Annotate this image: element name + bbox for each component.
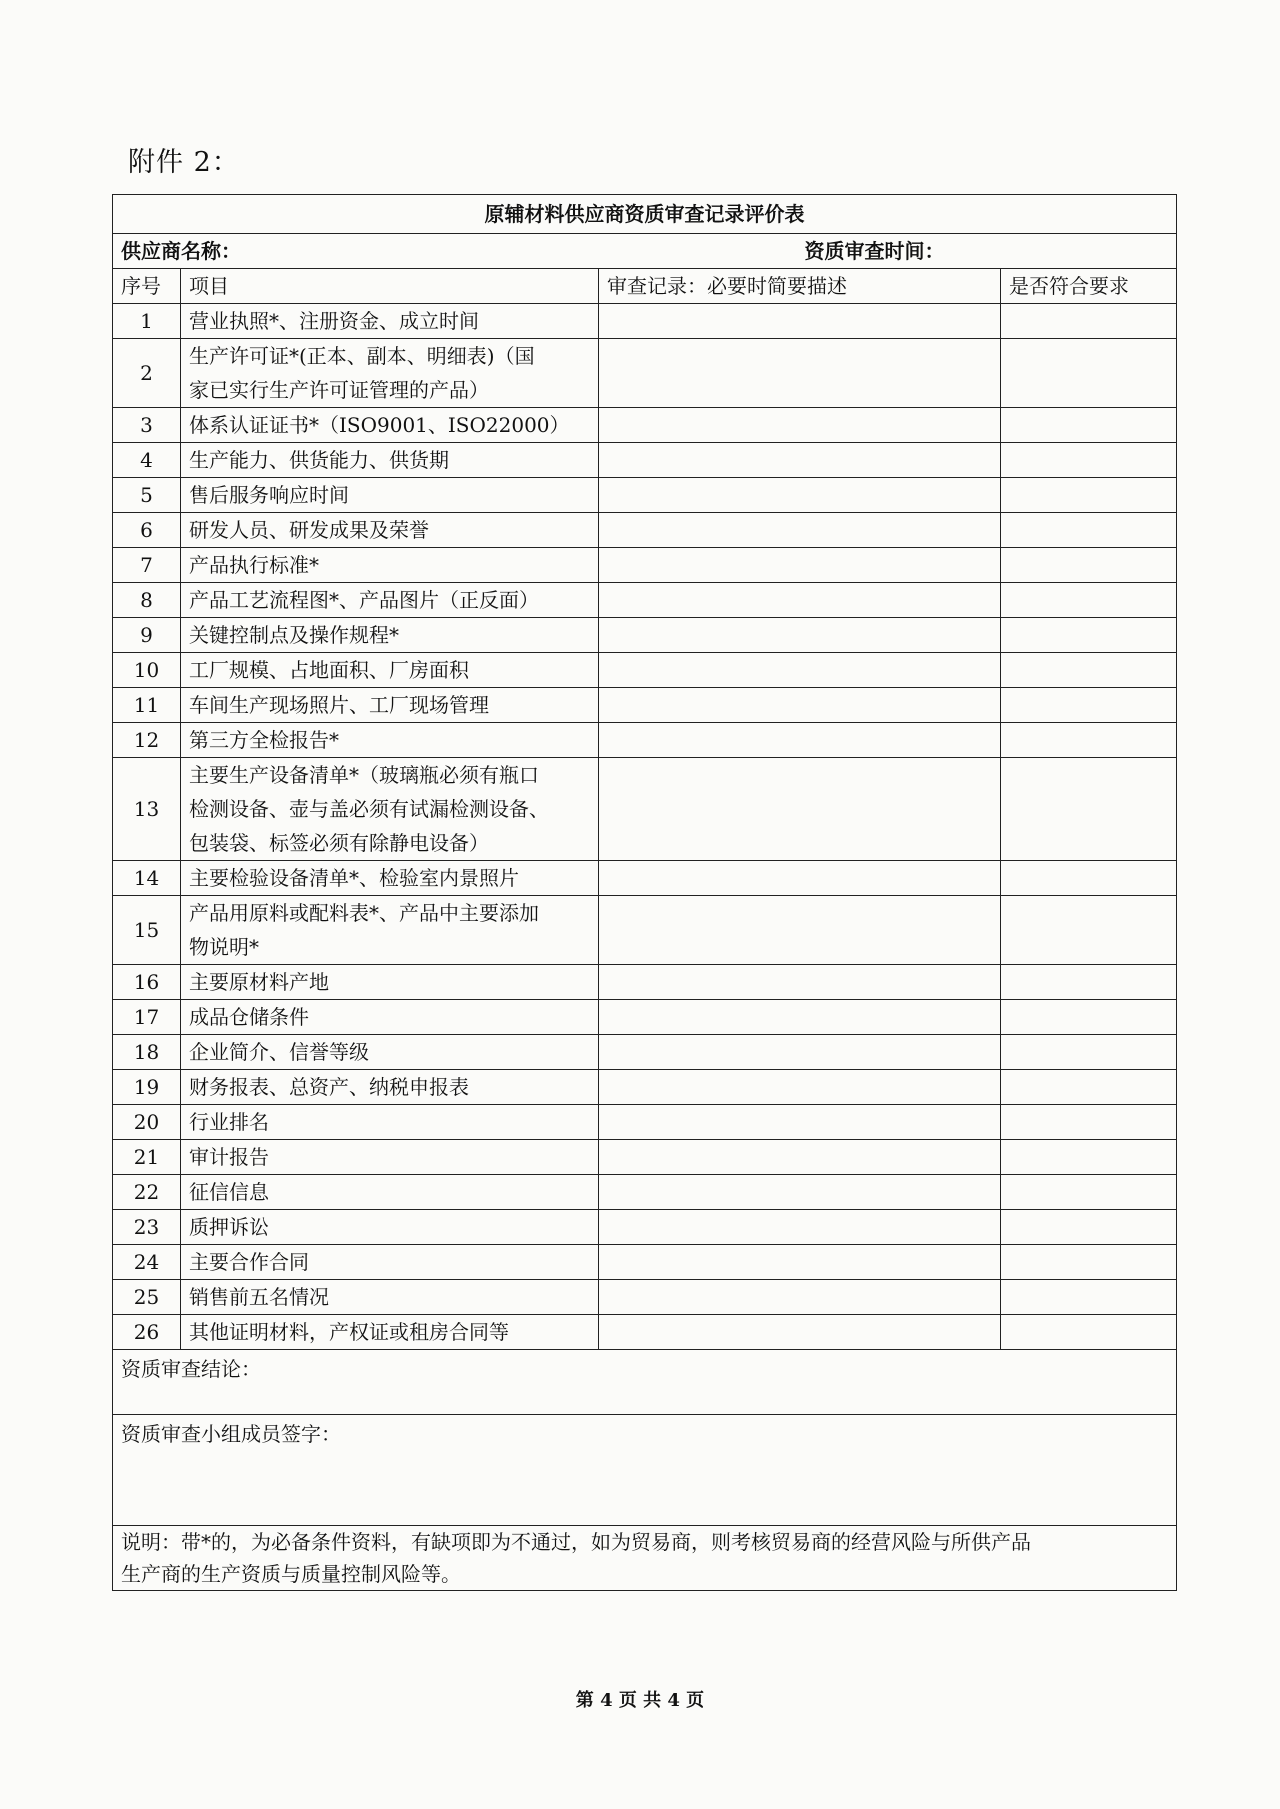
row-item [181, 618, 599, 653]
row-number: 16 [113, 965, 181, 1000]
row-record-field[interactable] [599, 861, 1001, 896]
table-row [113, 548, 1177, 583]
signature-field[interactable] [113, 1415, 1177, 1526]
row-item-line: 其他证明材料，产权证或租房合同等 [189, 1320, 509, 1344]
row-number: 18 [113, 1035, 181, 1070]
table-row [113, 723, 1177, 758]
row-compliance-field[interactable] [1001, 1000, 1177, 1035]
table-row [113, 861, 1177, 896]
table-row [113, 688, 1177, 723]
table-row [113, 583, 1177, 618]
row-number: 3 [113, 408, 181, 443]
row-number: 1 [113, 304, 181, 339]
row-record-field[interactable] [599, 653, 1001, 688]
row-item-line: 主要原材料产地 [189, 970, 329, 994]
row-number: 22 [113, 1175, 181, 1210]
row-item [181, 1140, 599, 1175]
row-record-field[interactable] [599, 408, 1001, 443]
row-compliance-field[interactable] [1001, 1280, 1177, 1315]
row-compliance-field[interactable] [1001, 548, 1177, 583]
table-row [113, 618, 1177, 653]
row-number: 15 [113, 896, 181, 965]
row-item [181, 443, 599, 478]
table-row [113, 408, 1177, 443]
row-item-line: 关键控制点及操作规程* [189, 623, 399, 647]
table-row [113, 1280, 1177, 1315]
row-item-line: 检测设备、壶与盖必须有试漏检测设备、 [189, 797, 549, 821]
row-compliance-field[interactable] [1001, 583, 1177, 618]
col-header-item: 项目 [181, 269, 599, 304]
page-footer: 第 4 页 共 4 页 [575, 1690, 705, 1711]
row-record-field[interactable] [599, 688, 1001, 723]
table-row [113, 1000, 1177, 1035]
row-record-field[interactable] [599, 443, 1001, 478]
row-item-line: 车间生产现场照片、工厂现场管理 [189, 693, 489, 717]
row-item-line: 产品执行标准* [189, 553, 319, 577]
row-number: 5 [113, 478, 181, 513]
audit-time-label: 资质审查时间： [804, 239, 945, 263]
row-compliance-field[interactable] [1001, 653, 1177, 688]
table-row [113, 965, 1177, 1000]
row-item-line: 物说明* [189, 935, 259, 959]
row-item [181, 965, 599, 1000]
row-item-line: 审计报告 [189, 1145, 269, 1169]
row-item-line: 质押诉讼 [189, 1215, 269, 1239]
row-compliance-field[interactable] [1001, 339, 1177, 408]
row-item [181, 548, 599, 583]
row-record-field[interactable] [599, 339, 1001, 408]
row-item [181, 1070, 599, 1105]
table-row [113, 513, 1177, 548]
row-record-field[interactable] [599, 896, 1001, 965]
row-item [181, 339, 599, 408]
row-item-line: 第三方全检报告* [189, 728, 339, 752]
row-compliance-field[interactable] [1001, 618, 1177, 653]
row-compliance-field[interactable] [1001, 758, 1177, 861]
row-number: 12 [113, 723, 181, 758]
col-header-record: 审查记录：必要时简要描述 [599, 269, 1001, 304]
table-row [113, 758, 1177, 861]
row-record-field[interactable] [599, 1280, 1001, 1315]
row-item [181, 304, 599, 339]
row-compliance-field[interactable] [1001, 513, 1177, 548]
form-title: 原辅材料供应商资质审查记录评价表 [113, 195, 1177, 234]
row-compliance-field[interactable] [1001, 688, 1177, 723]
col-header-compliance: 是否符合要求 [1001, 269, 1177, 304]
row-number: 7 [113, 548, 181, 583]
row-compliance-field[interactable] [1001, 896, 1177, 965]
row-item [181, 896, 599, 965]
row-record-field[interactable] [599, 723, 1001, 758]
row-record-field[interactable] [599, 1035, 1001, 1070]
col-header-no: 序号 [113, 269, 181, 304]
column-header-row [113, 269, 1177, 304]
row-item [181, 1105, 599, 1140]
row-item-line: 销售前五名情况 [189, 1285, 329, 1309]
table-row [113, 1175, 1177, 1210]
row-item-line: 售后服务响应时间 [189, 483, 349, 507]
row-item [181, 1280, 599, 1315]
row-item-line: 营业执照*、注册资金、成立时间 [189, 309, 479, 333]
row-number: 9 [113, 618, 181, 653]
row-item-line: 研发人员、研发成果及荣誉 [189, 518, 429, 542]
row-record-field[interactable] [599, 304, 1001, 339]
row-item-line: 主要合作合同 [189, 1250, 309, 1274]
row-record-field[interactable] [599, 1210, 1001, 1245]
row-item-line: 主要生产设备清单*（玻璃瓶必须有瓶口 [189, 763, 539, 787]
row-item-line: 企业简介、信誉等级 [189, 1040, 369, 1064]
table-row [113, 1140, 1177, 1175]
row-compliance-field[interactable] [1001, 478, 1177, 513]
note-cell [113, 1526, 1177, 1591]
row-number: 19 [113, 1070, 181, 1105]
row-compliance-field[interactable] [1001, 304, 1177, 339]
row-compliance-field[interactable] [1001, 1315, 1177, 1350]
table-row [113, 896, 1177, 965]
row-number: 4 [113, 443, 181, 478]
row-record-field[interactable] [599, 478, 1001, 513]
row-record-field[interactable] [599, 1105, 1001, 1140]
table-row [113, 1105, 1177, 1140]
row-compliance-field[interactable] [1001, 443, 1177, 478]
row-record-field[interactable] [599, 1315, 1001, 1350]
row-record-field[interactable] [599, 583, 1001, 618]
table-row [113, 1315, 1177, 1350]
row-number: 26 [113, 1315, 181, 1350]
row-compliance-field[interactable] [1001, 1035, 1177, 1070]
supplier-info-row [113, 234, 1177, 269]
row-item [181, 688, 599, 723]
row-compliance-field[interactable] [1001, 1105, 1177, 1140]
row-compliance-field[interactable] [1001, 1140, 1177, 1175]
row-record-field[interactable] [599, 1140, 1001, 1175]
row-record-field[interactable] [599, 965, 1001, 1000]
row-number: 8 [113, 583, 181, 618]
row-item-line: 家已实行生产许可证管理的产品） [189, 378, 489, 402]
row-item [181, 1175, 599, 1210]
table-row [113, 1070, 1177, 1105]
row-compliance-field[interactable] [1001, 1175, 1177, 1210]
row-number: 25 [113, 1280, 181, 1315]
row-number: 11 [113, 688, 181, 723]
row-item-line: 产品工艺流程图*、产品图片（正反面） [189, 588, 539, 612]
table-row [113, 443, 1177, 478]
row-item-line: 成品仓储条件 [189, 1005, 309, 1029]
row-number: 20 [113, 1105, 181, 1140]
table-row [113, 1210, 1177, 1245]
row-number: 17 [113, 1000, 181, 1035]
row-item-line: 包装袋、标签必须有除静电设备） [189, 831, 489, 855]
row-number: 21 [113, 1140, 181, 1175]
row-item [181, 653, 599, 688]
row-record-field[interactable] [599, 513, 1001, 548]
attachment-label: 附件 2： [128, 147, 240, 178]
row-compliance-field[interactable] [1001, 1245, 1177, 1280]
row-record-field[interactable] [599, 1175, 1001, 1210]
row-compliance-field[interactable] [1001, 723, 1177, 758]
row-item [181, 861, 599, 896]
row-item-line: 征信信息 [189, 1180, 269, 1204]
row-record-field[interactable] [599, 758, 1001, 861]
row-item [181, 723, 599, 758]
table-row [113, 478, 1177, 513]
row-item [181, 1315, 599, 1350]
table-row [113, 1035, 1177, 1070]
row-item [181, 583, 599, 618]
row-number: 2 [113, 339, 181, 408]
row-item-line: 财务报表、总资产、纳税申报表 [189, 1075, 469, 1099]
table-row [113, 339, 1177, 408]
row-item [181, 1245, 599, 1280]
row-number: 13 [113, 758, 181, 861]
signature-label: 资质审查小组成员签字： [121, 1422, 341, 1446]
row-item-line: 体系认证证书*（ISO9001、ISO22000） [189, 413, 570, 437]
row-item-line: 产品用原料或配料表*、产品中主要添加 [189, 901, 539, 925]
row-item [181, 408, 599, 443]
row-item-line: 行业排名 [189, 1110, 269, 1134]
row-item [181, 1000, 599, 1035]
supplier-audit-form [112, 194, 1177, 1591]
audit-conclusion-label: 资质审查结论： [121, 1357, 261, 1381]
row-number: 14 [113, 861, 181, 896]
row-record-field[interactable] [599, 548, 1001, 583]
note-line: 说明：带*的，为必备条件资料，有缺项即为不通过，如为贸易商，则考核贸易商的经营风险与所供产品 [121, 1530, 1031, 1554]
row-number: 23 [113, 1210, 181, 1245]
row-compliance-field[interactable] [1001, 965, 1177, 1000]
row-item [181, 1210, 599, 1245]
row-compliance-field[interactable] [1001, 1070, 1177, 1105]
row-compliance-field[interactable] [1001, 1210, 1177, 1245]
row-record-field[interactable] [599, 1070, 1001, 1105]
row-item-line: 主要检验设备清单*、检验室内景照片 [189, 866, 519, 890]
row-item-line: 生产许可证*(正本、副本、明细表)（国 [189, 344, 535, 368]
row-number: 24 [113, 1245, 181, 1280]
row-item-line: 生产能力、供货能力、供货期 [189, 448, 449, 472]
row-item-line: 工厂规模、占地面积、厂房面积 [189, 658, 469, 682]
row-record-field[interactable] [599, 618, 1001, 653]
table-row [113, 1245, 1177, 1280]
row-item [181, 478, 599, 513]
table-row [113, 653, 1177, 688]
row-record-field[interactable] [599, 1245, 1001, 1280]
row-compliance-field[interactable] [1001, 408, 1177, 443]
supplier-name-label: 供应商名称： [121, 239, 241, 263]
row-number: 6 [113, 513, 181, 548]
row-item [181, 1035, 599, 1070]
table-row [113, 304, 1177, 339]
audit-conclusion-field[interactable] [113, 1350, 1177, 1415]
row-item [181, 513, 599, 548]
row-record-field[interactable] [599, 1000, 1001, 1035]
row-compliance-field[interactable] [1001, 861, 1177, 896]
row-number: 10 [113, 653, 181, 688]
note-line: 生产商的生产资质与质量控制风险等。 [121, 1562, 461, 1586]
row-item [181, 758, 599, 861]
